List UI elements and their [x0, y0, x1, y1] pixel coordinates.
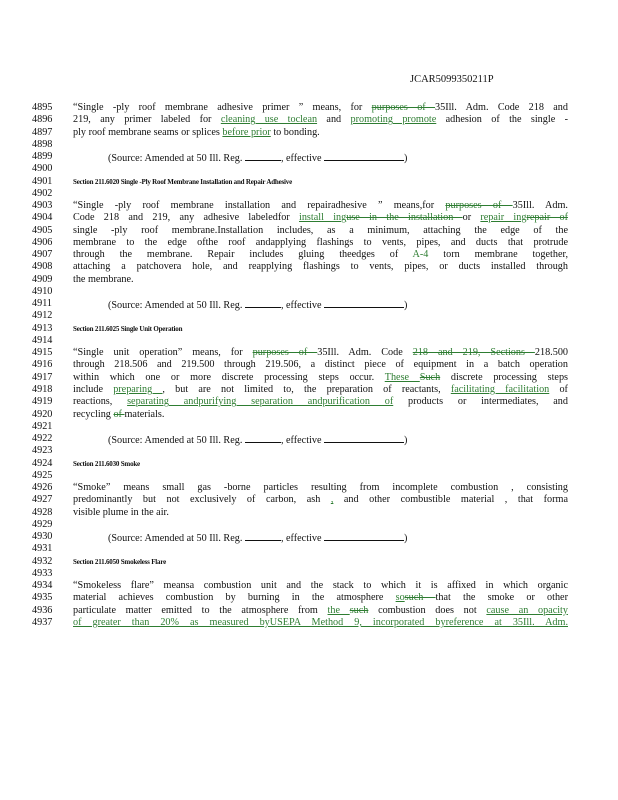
line-4936 — [32, 605, 592, 617]
body-text — [73, 396, 568, 408]
text-run: (Source: Amended at 50 Ill. Reg. — [108, 153, 245, 165]
body-text — [73, 482, 568, 494]
text-run: “Single -ply roof membrane installation and repairadhesive ” means,for — [73, 200, 446, 212]
text-run: “Single unit operation” means, for — [73, 347, 253, 359]
text-run: material achieves combustion by burning in the atmosphere — [73, 592, 396, 604]
fill-in-blank — [324, 433, 404, 443]
text-run: within which one or more discrete processing steps occur. — [73, 371, 385, 383]
text-run: and — [317, 114, 351, 126]
line-number: 4919 — [32, 396, 53, 408]
line-number: 4920 — [32, 408, 53, 420]
line-4897 — [32, 127, 592, 139]
line-4932 — [32, 556, 592, 568]
inserted-text: of greater than 20% as measured byUSEPA Method 9, incorporated byreference at 35Ill. Adm. — [73, 616, 568, 628]
text-run: , effective — [280, 300, 325, 312]
line-4913 — [32, 323, 592, 335]
line-4899 — [32, 151, 592, 163]
text-run: materials. — [124, 408, 165, 420]
deleted-text: purposes of — [252, 347, 318, 359]
line-4903 — [32, 200, 592, 212]
fill-in-blank — [324, 151, 404, 161]
line-number: 4926 — [32, 482, 53, 494]
line-4904 — [32, 212, 592, 224]
inserted-text: cleaning use toclean — [220, 114, 318, 126]
body-text — [73, 249, 568, 261]
line-4907 — [32, 249, 592, 261]
text-run: “Smokeless flare” meansa combustion unit and the stack to which it is affixed in which organic — [73, 580, 568, 592]
fill-in-blank — [245, 151, 281, 161]
line-number: 4908 — [32, 261, 53, 273]
line-number: 4932 — [32, 555, 53, 567]
line-4920 — [32, 409, 592, 421]
deleted-text: such — [349, 604, 369, 616]
line-4906 — [32, 237, 592, 249]
line-4898 — [32, 139, 592, 151]
text-run: to bonding. — [270, 126, 320, 138]
text-run: ) — [404, 435, 408, 447]
line-number: 4929 — [32, 518, 53, 530]
text-run: “Smoke” means small gas -borne particles resulting from incomplete combustion , consisting — [73, 482, 568, 494]
text-run: Code 218 and 219, any adhesive labeledfor — [73, 212, 299, 224]
body-text — [73, 494, 568, 506]
inserted-text: promoting promote — [350, 114, 437, 126]
body-text — [73, 261, 568, 273]
text-run: visible plume in the air. — [73, 506, 169, 518]
text-run: , effective — [280, 533, 325, 545]
text-run: that the smoke or other — [435, 592, 568, 604]
body-text — [73, 127, 568, 139]
text-run: 219, any primer labeled for — [73, 114, 221, 126]
text-run: , effective — [280, 435, 325, 447]
inserted-text: install ing — [299, 212, 347, 224]
line-4919 — [32, 396, 592, 408]
text-run: 35Ill. Adm. Code — [317, 347, 413, 359]
line-4916 — [32, 359, 592, 371]
line-4917 — [32, 372, 592, 384]
line-4910 — [32, 286, 592, 298]
line-number: 4936 — [32, 604, 53, 616]
fill-in-blank — [245, 298, 281, 308]
line-number: 4909 — [32, 273, 53, 285]
line-4922 — [32, 433, 592, 445]
body-text — [73, 114, 568, 126]
text-run: through the membrane. Repair includes gluing theedges of — [73, 249, 413, 261]
body-text — [73, 592, 568, 604]
line-number: 4907 — [32, 249, 53, 261]
line-4914 — [32, 335, 592, 347]
text-run: , effective — [280, 153, 325, 165]
line-number: 4899 — [32, 151, 53, 163]
line-number: 4910 — [32, 285, 53, 297]
line-number: 4901 — [32, 175, 53, 187]
deleted-text: purposes of — [371, 102, 436, 113]
text-run: ) — [404, 533, 408, 545]
line-4931 — [32, 543, 592, 555]
deleted-text: such — [404, 592, 436, 604]
inserted-text: separating andpurifying separation andpurification of — [127, 396, 394, 408]
text-run: (Source: Amended at 50 Ill. Reg. — [108, 435, 245, 447]
inserted-marker: A-4 — [412, 249, 429, 261]
inserted-text: so — [395, 592, 405, 604]
line-4909 — [32, 274, 592, 286]
line-number: 4918 — [32, 383, 53, 395]
document-id: JCAR5099350211P — [410, 74, 494, 85]
text-run: or — [462, 212, 481, 224]
line-number: 4896 — [32, 114, 53, 126]
body-text — [73, 605, 568, 617]
text-run: combustion does not — [368, 604, 487, 616]
line-number: 4930 — [32, 531, 53, 543]
line-number: 4923 — [32, 445, 53, 457]
line-number: 4914 — [32, 334, 53, 346]
line-number: 4927 — [32, 494, 53, 506]
line-4911 — [32, 298, 592, 310]
inserted-text: facilitating facilitation — [450, 383, 550, 395]
line-number: 4898 — [32, 138, 53, 150]
inserted-text: before prior — [222, 126, 271, 138]
line-4896 — [32, 114, 592, 126]
text-run: 218.500 — [534, 347, 568, 359]
text-run: “Single -ply roof membrane adhesive primer ” means, for — [73, 102, 372, 113]
text-run: ply roof membrane seams or splices — [73, 126, 223, 138]
line-4924 — [32, 458, 592, 470]
line-4930 — [32, 531, 592, 543]
text-run: Section 211.6050 Smokeless Flare — [73, 557, 167, 566]
text-run: 35Ill. Adm. Code 218 and — [435, 102, 568, 113]
line-4902 — [32, 188, 592, 200]
text-run: 35Ill. Adm. — [512, 200, 568, 212]
deleted-text: of — [113, 408, 125, 420]
line-4921 — [32, 421, 592, 433]
body-text — [73, 212, 568, 224]
body-text — [73, 200, 568, 212]
text-run: particulate matter emitted to the atmosphere from — [73, 604, 328, 616]
text-run: torn membrane together, — [428, 249, 568, 261]
line-4929 — [32, 519, 592, 531]
text-run: ) — [404, 153, 408, 165]
text-run: Section 211.6020 Single -Ply Roof Membrane Installation and Repair Adhesive — [73, 177, 292, 186]
line-4905 — [32, 225, 592, 237]
line-4901 — [32, 176, 592, 188]
line-number: 4916 — [32, 359, 53, 371]
text-run: , but are not limited to, the preparation of reactants, — [162, 383, 451, 395]
section-heading — [73, 176, 292, 188]
body-text — [73, 102, 568, 114]
line-number: 4934 — [32, 580, 53, 592]
body-text — [73, 617, 568, 629]
line-4908 — [32, 261, 592, 273]
body-text — [73, 274, 568, 286]
section-heading — [73, 556, 166, 568]
text-run: predominantly but not exclusively of carbon, ash — [73, 494, 331, 506]
line-number: 4903 — [32, 200, 53, 212]
line-number: 4912 — [32, 310, 53, 322]
body-text — [73, 507, 568, 519]
line-4912 — [32, 310, 592, 322]
inserted-text: These — [384, 371, 420, 383]
line-4923 — [32, 445, 592, 457]
text-run: discrete processing steps — [440, 371, 569, 383]
text-run: ) — [404, 300, 408, 312]
line-number: 4915 — [32, 347, 53, 359]
line-number: 4904 — [32, 212, 53, 224]
body-text — [73, 372, 568, 384]
text-run: (Source: Amended at 50 Ill. Reg. — [108, 533, 245, 545]
text-run: attaching a patchovera hole, and reapplying flashings to vents, pipes, or ducts installed through — [73, 261, 568, 273]
line-number: 4922 — [32, 433, 53, 445]
line-4927 — [32, 494, 592, 506]
line-4935 — [32, 592, 592, 604]
line-number: 4905 — [32, 224, 53, 236]
text-run: single -ply roof membrane.Installation includes, as a minimum, attaching the edge of the — [73, 224, 568, 236]
line-number: 4913 — [32, 322, 53, 334]
inserted-text: repair ing — [480, 212, 527, 224]
line-4895 — [32, 102, 592, 114]
body-text — [73, 580, 568, 592]
text-run: through 218.506 and 219.500 through 219.506, a distinct piece of equipment in a batch operation — [73, 359, 568, 371]
body-text — [73, 347, 568, 359]
deleted-text: Such — [419, 371, 441, 383]
deleted-text: use in the installation — [346, 212, 463, 224]
line-4934 — [32, 580, 592, 592]
line-number: 4933 — [32, 567, 53, 579]
deleted-text: purposes of — [445, 200, 513, 212]
line-number: 4917 — [32, 371, 53, 383]
line-number: 4935 — [32, 592, 53, 604]
text-run: products or intermediates, and — [393, 396, 568, 408]
deleted-text: repair of — [526, 212, 568, 224]
line-number: 4931 — [32, 543, 53, 555]
inserted-text: cause an opacity — [486, 604, 568, 616]
line-number: 4924 — [32, 457, 53, 469]
text-run: (Source: Amended at 50 Ill. Reg. — [108, 300, 245, 312]
fill-in-blank — [324, 298, 404, 308]
text-run: Section 211.6025 Single Unit Operation — [73, 324, 183, 333]
line-4925 — [32, 470, 592, 482]
deleted-text: 218 and 219, Sections — [412, 347, 535, 359]
line-number: 4906 — [32, 236, 53, 248]
fill-in-blank — [324, 531, 404, 541]
line-number: 4925 — [32, 469, 53, 481]
text-run: adhesion of the single - — [436, 114, 568, 126]
text-run: membrane to the edge ofthe roof andapplying flashings to vents, pipes, and ducts that protrude — [73, 236, 568, 248]
line-4933 — [32, 568, 592, 580]
text-run: the membrane. — [73, 273, 134, 285]
body-text — [73, 237, 568, 249]
text-run: of — [549, 383, 568, 395]
line-number: 4937 — [32, 616, 53, 628]
text-run: recycling — [73, 408, 114, 420]
line-number: 4902 — [32, 187, 53, 199]
body-text — [73, 225, 568, 237]
section-heading — [73, 458, 140, 470]
text-run: and other combustible material , that forma — [333, 494, 568, 506]
body-text — [73, 359, 568, 371]
line-4926 — [32, 482, 592, 494]
inserted-text: the — [327, 604, 350, 616]
fill-in-blank — [245, 531, 281, 541]
text-run: reactions, — [73, 396, 128, 408]
line-number: 4895 — [32, 102, 53, 113]
body-text — [73, 409, 568, 421]
text-run: Section 211.6030 Smoke — [73, 459, 140, 468]
text-run: include — [73, 383, 114, 395]
inserted-text: , — [330, 494, 334, 506]
line-4918 — [32, 384, 592, 396]
line-number: 4911 — [32, 298, 52, 310]
line-4915 — [32, 347, 592, 359]
body-text — [73, 384, 568, 396]
inserted-text: preparing — [113, 383, 163, 395]
line-number: 4897 — [32, 126, 53, 138]
line-4937 — [32, 617, 592, 629]
section-heading — [73, 323, 182, 335]
line-number: 4921 — [32, 420, 53, 432]
line-4900 — [32, 163, 592, 175]
line-4928 — [32, 507, 592, 519]
fill-in-blank — [245, 433, 281, 443]
line-number: 4928 — [32, 506, 53, 518]
line-number: 4900 — [32, 163, 53, 175]
